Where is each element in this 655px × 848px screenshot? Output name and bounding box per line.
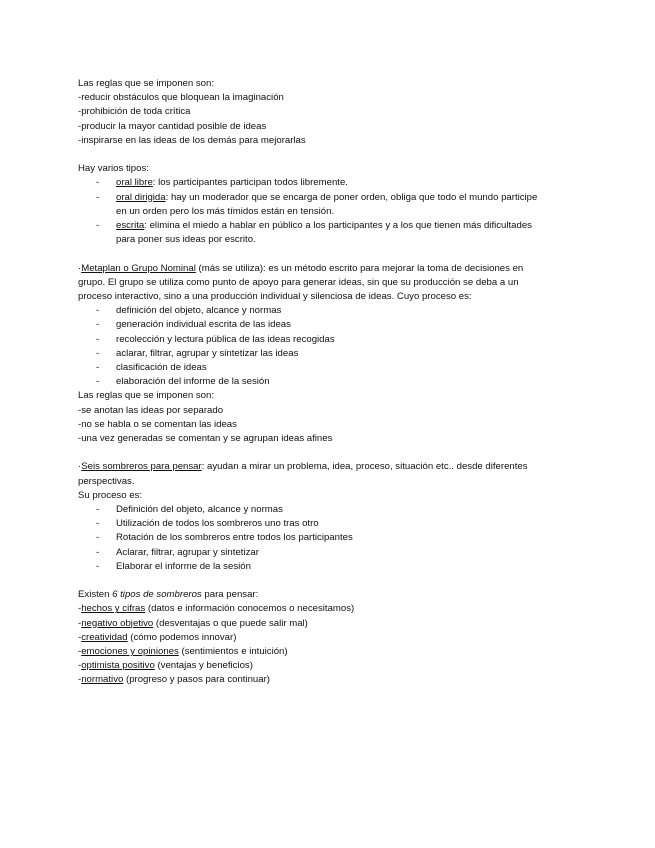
section-desc: (más se utiliza): es un método escrito para mejorar la toma de decisiones en grupo. El grupo se utiliza como punto de apoyo para generar ideas, sin que su producción se deba a un proceso interactivo, sino a una producción individual y silenciosa de ideas. Cuyo proceso es: [78, 262, 524, 303]
list-item [78, 375, 548, 389]
hat-desc: (ventajas y beneficios) [154, 660, 253, 672]
step-text: definición del objeto, alcance y normas [116, 305, 282, 317]
list-dash: - [96, 362, 100, 374]
hat-item [78, 631, 548, 645]
rules-heading: Las reglas que se imponen son: [78, 78, 214, 89]
hat-desc: (datos e información conocemos o necesitamos) [145, 603, 355, 615]
list-dash: - [96, 333, 100, 345]
types-heading: Hay varios tipos: [78, 163, 149, 175]
list-item [78, 560, 548, 574]
list-item [78, 503, 548, 517]
list-dash: - [78, 646, 82, 658]
hat-item [78, 617, 548, 631]
list-dash: - [96, 305, 100, 317]
step-text: recolección y lectura pública de las ideas recogidas [116, 333, 335, 345]
rule-item: -una vez generadas se comentan y se agrupan ideas afines [78, 433, 333, 445]
list-dash: - [78, 631, 82, 643]
step-text: generación individual escrita de las ideas [116, 319, 291, 331]
section-desc: : ayudan a mirar un problema, idea, proceso, situación etc.. desde diferentes perspectivas. [78, 461, 528, 487]
type-desc: : los participantes participan todos libremente. [152, 177, 348, 189]
list-item [78, 531, 548, 545]
type-term: oral dirigida [116, 191, 166, 203]
list-dash: - [96, 347, 100, 359]
hat-term: hechos y cifras [81, 603, 146, 615]
hat-desc: (progreso y pasos para continuar) [123, 674, 270, 686]
list-item [78, 318, 548, 332]
step-text: Rotación de los sombreros entre todos los participantes [116, 532, 353, 544]
list-dash: - [96, 532, 100, 544]
list-dash: - [78, 660, 82, 672]
rule-item: -producir la mayor cantidad posible de ideas [78, 120, 267, 132]
list-dash: - [96, 177, 100, 189]
section-bullet: · [78, 461, 82, 473]
sombreros-paragraph [78, 460, 548, 488]
rule-item: -no se habla o se comentan las ideas [78, 418, 237, 430]
type-term: oral libre [116, 177, 153, 189]
hats-intro-post: para pensar: [201, 589, 259, 601]
list-dash: - [96, 220, 100, 232]
hat-term: creatividad [81, 631, 128, 643]
list-item [78, 333, 548, 347]
list-item [78, 176, 548, 190]
hats-intro [78, 588, 548, 602]
list-item [78, 361, 548, 375]
rule-item: -se anotan las ideas por separado [78, 404, 224, 416]
hats-intro-italic: 6 tipos de sombreros [112, 589, 202, 601]
section-bullet: · [78, 262, 82, 274]
hat-term: optimista positivo [81, 660, 155, 672]
rule-item: -inspirarse en las ideas de los demás para mejorarlas [78, 134, 306, 146]
hats-intro-pre: Existen [78, 589, 113, 601]
list-item [78, 219, 548, 247]
list-item [78, 347, 548, 361]
step-text: aclarar, filtrar, agrupar y sintetizar las ideas [116, 347, 299, 359]
step-text: Utilización de todos los sombreros uno tras otro [116, 518, 319, 530]
section-term: Seis sombreros para pensar [81, 461, 202, 473]
list-dash: - [96, 376, 100, 388]
step-text: elaboración del informe de la sesión [116, 376, 270, 388]
list-dash: - [96, 191, 100, 203]
step-text: Elaborar el informe de la sesión [116, 560, 251, 572]
list-dash: - [96, 546, 100, 558]
type-desc: : hay un moderador que se encarga de poner orden, obliga que todo el mundo participe en un orden pero los más tímidos están en tensión. [116, 191, 538, 217]
hat-desc: (desventajas o que puede salir mal) [153, 617, 308, 629]
hat-item [78, 659, 548, 673]
list-dash: - [78, 617, 82, 629]
list-item [78, 304, 548, 318]
hat-item [78, 645, 548, 659]
step-text: Aclarar, filtrar, agrupar y sintetizar [116, 546, 259, 558]
rule-item: -reducir obstáculos que bloquean la imaginación [78, 92, 284, 104]
metaplan-paragraph [78, 262, 548, 305]
step-text: clasificación de ideas [116, 362, 207, 374]
list-item [78, 546, 548, 560]
rules-heading: Las reglas que se imponen son: [78, 390, 214, 402]
hat-item [78, 602, 548, 616]
section-term: Metaplan o Grupo Nominal [81, 262, 196, 274]
type-desc: : elimina el miedo a hablar en público a los participantes y a los que tienen más dificultades para poner sus ideas por escrito. [116, 220, 532, 246]
list-dash: - [96, 518, 100, 530]
hat-desc: (cómo podemos innovar) [127, 631, 237, 643]
process-heading: Su proceso es: [78, 489, 142, 501]
list-dash: - [96, 319, 100, 331]
list-dash: - [96, 560, 100, 572]
list-dash: - [78, 603, 82, 615]
hat-term: normativo [81, 674, 124, 686]
list-item [78, 517, 548, 531]
rule-item: -prohibición de toda crítica [78, 106, 191, 118]
hat-item [78, 673, 548, 687]
type-term: escrita [116, 220, 145, 232]
list-item [78, 191, 548, 219]
list-dash: - [78, 674, 82, 686]
document-page [78, 77, 548, 688]
hat-desc: (sentimientos e intuición) [178, 646, 288, 658]
step-text: Definición del objeto, alcance y normas [116, 504, 283, 516]
hat-term: negativo objetivo [81, 617, 154, 629]
hat-term: emociones y opiniones [81, 646, 179, 658]
list-dash: - [96, 504, 100, 516]
